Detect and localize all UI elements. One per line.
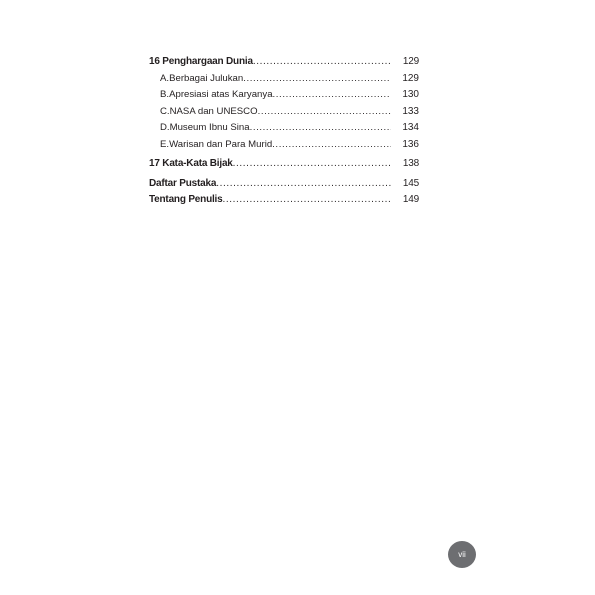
- dot-leader: [223, 192, 392, 209]
- toc-entry-title: Apresiasi atas Karyanya: [169, 89, 273, 100]
- dot-leader: [250, 120, 391, 137]
- dot-leader: [253, 54, 391, 71]
- toc-entry-daftar-pustaka[interactable]: [149, 176, 419, 193]
- dot-leader: [272, 137, 391, 154]
- dot-leader: [216, 176, 391, 193]
- toc-page-number: 133: [402, 105, 419, 117]
- toc-entry-tentang-penulis[interactable]: [149, 192, 419, 209]
- toc-entry-16d[interactable]: [149, 120, 419, 137]
- toc-entry-letter: A.: [160, 72, 170, 84]
- toc-entry-title: NASA dan UNESCO: [169, 105, 258, 117]
- page-number-badge: vii: [448, 541, 476, 568]
- toc-entry-title: Museum Ibnu Sina: [169, 122, 250, 133]
- toc-page-number: 130: [402, 89, 419, 100]
- toc-entry-16b[interactable]: [149, 87, 419, 104]
- dot-leader: [273, 87, 391, 104]
- toc-entry-16a[interactable]: [149, 71, 419, 88]
- toc-entry-title: 17 Kata-Kata Bijak: [149, 158, 233, 169]
- toc-entry-letter: B.: [160, 89, 170, 100]
- toc-entry-letter: D.: [160, 122, 170, 133]
- dot-leader: [258, 104, 391, 121]
- toc-page-number: 129: [402, 56, 419, 67]
- dot-leader: [233, 156, 391, 173]
- toc-entry-letter: C.: [160, 105, 170, 117]
- dot-leader: [243, 71, 391, 88]
- toc-page-number: 134: [402, 122, 419, 133]
- toc-entry-title: Daftar Pustaka: [149, 177, 217, 189]
- toc-page-number: 138: [402, 158, 419, 169]
- toc-page-number: 149: [402, 194, 419, 205]
- toc-page-number: 136: [402, 138, 419, 150]
- toc-entry-chapter-16[interactable]: [149, 54, 419, 71]
- toc-page-number: 129: [402, 72, 419, 84]
- table-of-contents: [149, 54, 419, 209]
- toc-entry-title: Berbagai Julukan: [169, 72, 244, 84]
- toc-entry-title: 16 Penghargaan Dunia: [149, 56, 253, 67]
- toc-page-number: 145: [402, 177, 419, 189]
- toc-entry-16e[interactable]: [149, 137, 419, 154]
- toc-entry-letter: E.: [160, 138, 170, 150]
- toc-entry-chapter-17[interactable]: [149, 156, 419, 173]
- toc-entry-title: Warisan dan Para Murid: [169, 138, 273, 150]
- toc-entry-title: Tentang Penulis: [149, 194, 223, 205]
- toc-entry-16c[interactable]: [149, 104, 419, 121]
